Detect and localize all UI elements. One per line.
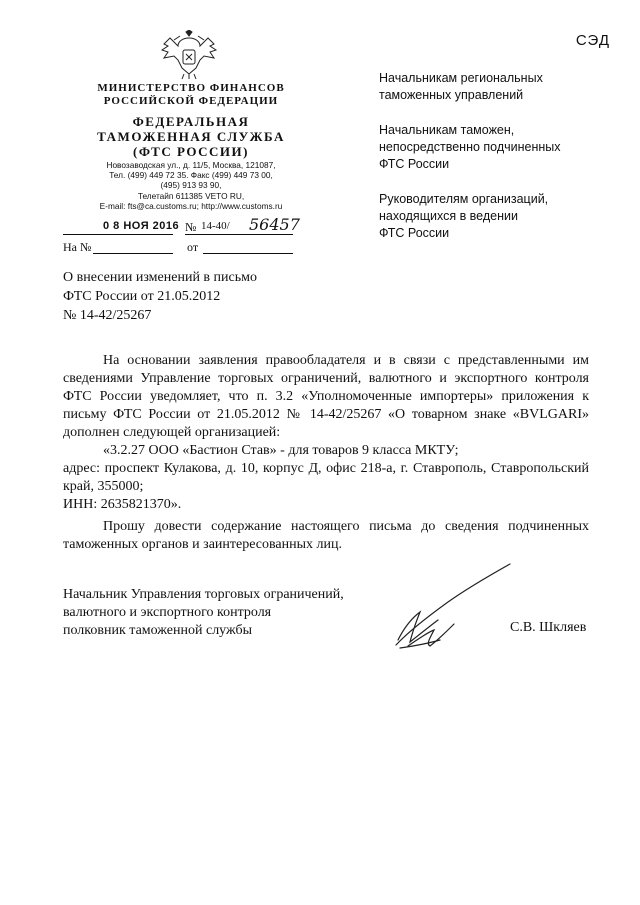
signer-title-line-3: полковник таможенной службы [63, 623, 253, 638]
ministry-line-2: РОССИЙСКОЙ ФЕДЕРАЦИИ [103, 95, 279, 107]
reference-from-label: от [187, 240, 199, 254]
recipient-line: Начальникам региональных [379, 71, 543, 85]
registration-line [63, 215, 333, 240]
agency-name [60, 114, 322, 159]
recipient-line: непосредственно подчиненных [379, 140, 561, 154]
recipient-line: находящихся в ведении [379, 209, 518, 223]
coat-of-arms-emblem [160, 30, 218, 80]
recipient-line: ФТС России [379, 226, 450, 240]
body-paragraph-organization: «3.2.27 ООО «Бастион Став» - для товаров 9 класса МКТУ; [103, 443, 459, 458]
agency-line-2: ТАМОЖЕННАЯ СЛУЖБА [97, 129, 285, 144]
body-paragraph-main: На основании заявления правообладателя и в связи с представленными им сведениями Управление торговых ограничений, валютного и экспортного контроля ФТС России уведомляет, что п. 3.2 «Уполномоченные импортеры» приложения к письму ФТС России от 21.05.2012 № 14-42/25267 «О товарном знаке «BVLGARI» дополнен следующей организацией: [63, 353, 589, 440]
signer-title-line-1: Начальник Управления торговых ограничений, [63, 587, 344, 602]
body-paragraph-inn: ИНН: 2635821370». [63, 497, 182, 512]
reference-from-underline [203, 253, 293, 254]
contact-email: E-mail: fts@ca.customs.ru; http://www.customs.ru [99, 200, 283, 211]
subject-line-2: ФТС России от 21.05.2012 [63, 289, 221, 304]
body-paragraph-address: адрес: проспект Кулакова, д. 10, корпус Д, офис 218-а, г. Ставрополь, Ставропольский край, 355000; [63, 461, 589, 494]
number-underline [185, 234, 293, 235]
ministry-line-1: МИНИСТЕРСТВО ФИНАНСОВ [97, 82, 285, 94]
recipient-line: ФТС России [379, 157, 450, 171]
subject-line-1: О внесении изменений в письмо [63, 270, 257, 285]
body-paragraph-request: Прошу довести содержание настоящего письма до сведения подчиненных таможенных органов и заинтересованных лиц. [63, 519, 589, 552]
recipient-line: Начальникам таможен, [379, 123, 515, 137]
signer-title [63, 586, 393, 640]
subject-line-3: № 14-42/25267 [63, 308, 152, 323]
reference-line [63, 240, 333, 258]
agency-line-3: (ФТС РОССИИ) [133, 144, 249, 159]
recipient-line: Руководителям организаций, [379, 192, 549, 206]
letter-subject [63, 268, 303, 325]
signer-title-line-2: валютного и экспортного контроля [63, 605, 272, 620]
handwritten-signature [390, 560, 520, 655]
agency-contacts [60, 160, 322, 211]
sed-stamp: СЭД [575, 32, 610, 49]
contact-address: Новозаводская ул., д. 11/5, Москва, 121087, [106, 160, 276, 170]
handwritten-number: 56457 [249, 215, 300, 234]
recipient-item [379, 191, 619, 242]
registration-number: 14-40/ [201, 220, 230, 232]
date-underline [63, 234, 173, 235]
agency-line-1: ФЕДЕРАЛЬНАЯ [132, 114, 250, 129]
recipients-block [379, 70, 619, 260]
contact-teletype: Телетайп 611385 VETO RU, [137, 190, 245, 201]
recipient-line: таможенных управлений [379, 88, 524, 102]
registration-date: 0 8 НОЯ 2016 [103, 220, 180, 232]
number-label: № [185, 220, 197, 234]
recipient-item [379, 122, 619, 173]
recipient-item [379, 70, 619, 104]
signer-name: С.В. Шкляев [510, 620, 587, 635]
reference-number-label: На № [63, 240, 92, 254]
ministry-name [60, 82, 322, 108]
reference-number-underline [93, 253, 173, 254]
contact-phone: Тел. (499) 449 72 35. Факс (499) 449 73 00, [109, 170, 273, 181]
letter-body [63, 352, 589, 554]
contact-phone-2: (495) 913 93 90, [160, 180, 222, 191]
